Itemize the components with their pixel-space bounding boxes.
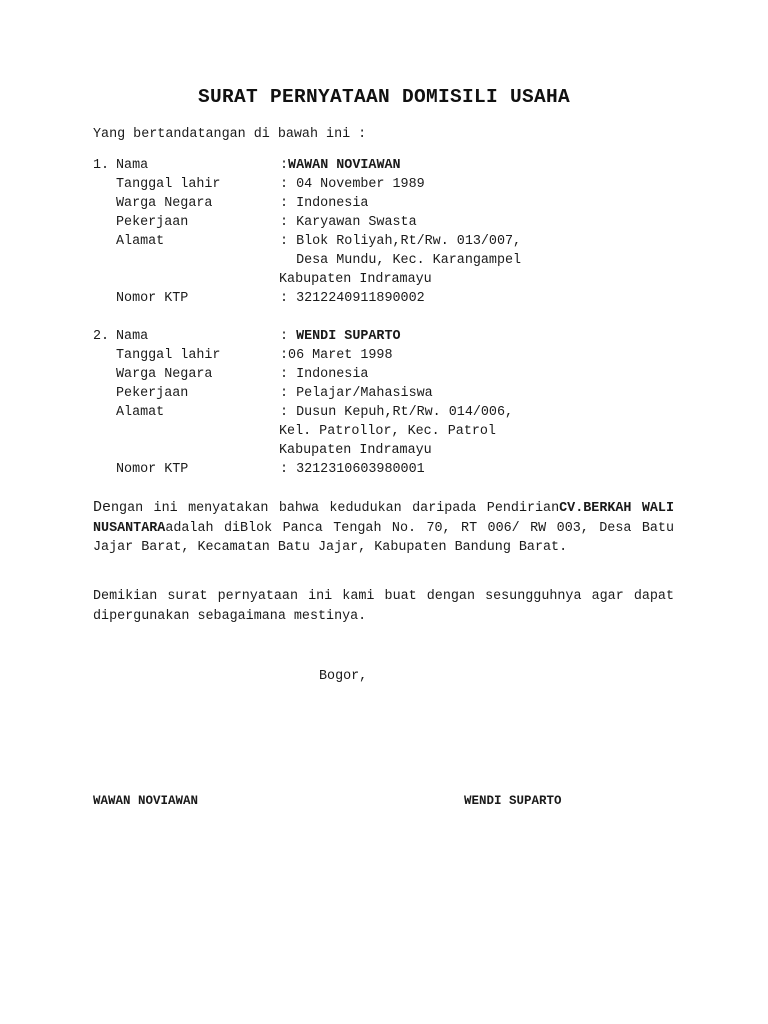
person-1-nama-value: :WAWAN NOVIAWAN	[280, 158, 401, 173]
signature-left-name: WAWAN NOVIAWAN	[93, 794, 199, 808]
person-2-number: 2.	[93, 329, 110, 344]
person-1-negara-label: Warga Negara	[116, 196, 213, 211]
person-2-ktp-value: : 3212310603980001	[280, 462, 425, 477]
person-1-alamat-label: Alamat	[116, 234, 165, 249]
person-1-ktp-value: : 3212240911890002	[280, 291, 425, 306]
person-1-kerja-value: : Karyawan Swasta	[280, 215, 417, 230]
signature-right-name: WENDI SUPARTO	[464, 794, 562, 808]
person-1-negara-value: : Indonesia	[280, 196, 369, 211]
person-2-negara-label: Warga Negara	[116, 367, 213, 382]
document-title: SURAT PERNYATAAN DOMISILI USAHA	[197, 86, 571, 108]
person-2-negara-value: : Indonesia	[280, 367, 369, 382]
person-1-alamat-line2: Desa Mundu, Kec. Karangampel	[280, 253, 522, 268]
person-2-lahir-label: Tanggal lahir	[116, 348, 221, 363]
person-2-alamat-line2: Kel. Patrollor, Kec. Patrol	[279, 424, 496, 439]
person-2-alamat-line1: : Dusun Kepuh,Rt/Rw. 014/006,	[280, 405, 514, 420]
person-2-alamat-label: Alamat	[116, 405, 165, 420]
person-1-nama-label: Nama	[116, 158, 149, 173]
person-1-number: 1.	[93, 158, 110, 173]
person-2-nama-text: WENDI SUPARTO	[296, 329, 401, 344]
person-1-lahir-label: Tanggal lahir	[116, 177, 221, 192]
person-2-nama-label: Nama	[116, 329, 149, 344]
person-2-ktp-label: Nomor KTP	[116, 462, 189, 477]
person-1-alamat-line1: : Blok Roliyah,Rt/Rw. 013/007,	[280, 234, 522, 249]
statement-part2: adalah diBlok Panca Tengah No. 70, RT 006/ RW 003, Desa Batu Jajar Barat, Kecamatan Batu Jajar, Kabupaten Bandung Barat.	[93, 520, 674, 555]
person-2-alamat-line3: Kabupaten Indramayu	[279, 443, 432, 458]
person-2-kerja-label: Pekerjaan	[116, 386, 189, 401]
statement-paragraph	[93, 498, 674, 558]
statement-lead: De	[93, 499, 112, 516]
intro-text: Yang bertandatangan di bawah ini :	[93, 127, 367, 142]
person-1-lahir-value: : 04 November 1989	[280, 177, 425, 192]
closing-paragraph: Demikian surat pernyataan ini kami buat dengan sesungguhnya agar dapat dipergunakan sebagaimana mestinya.	[93, 589, 674, 624]
person-1-alamat-line3: Kabupaten Indramayu	[279, 272, 432, 287]
person-1-nama-text: WAWAN NOVIAWAN	[288, 158, 401, 173]
person-2-kerja-value: : Pelajar/Mahasiswa	[280, 386, 433, 401]
statement-part1: ngan ini menyatakan bahwa kedudukan daripada Pendirian	[111, 501, 560, 516]
company-name: CV.BERKAH WALI NUSANTARA	[93, 501, 675, 536]
person-1-ktp-label: Nomor KTP	[116, 291, 189, 306]
person-2-lahir-value: :06 Maret 1998	[280, 348, 393, 363]
person-2-nama-value: : WENDI SUPARTO	[280, 329, 401, 344]
person-1-kerja-label: Pekerjaan	[116, 215, 189, 230]
place-date: Bogor,	[319, 669, 368, 684]
